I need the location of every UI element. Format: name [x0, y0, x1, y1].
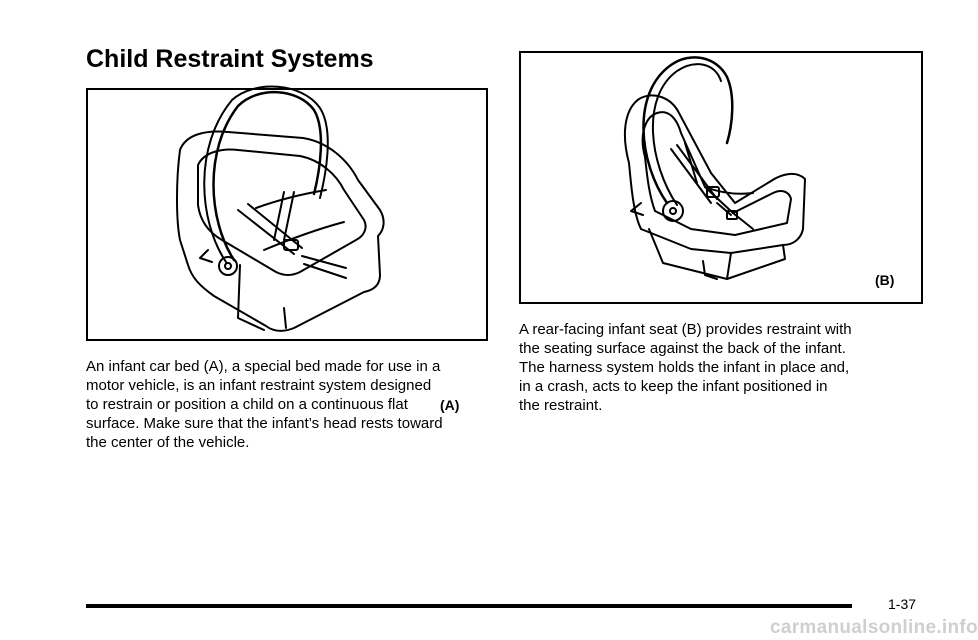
rear-facing-seat-paragraph: [519, 320, 923, 415]
page-title: Child Restraint Systems: [86, 45, 374, 73]
paragraph-line: the seating surface against the back of the infant.: [519, 340, 846, 357]
paragraph-line: The harness system holds the infant in place and,: [519, 359, 850, 376]
paragraph-line: the center of the vehicle.: [86, 434, 250, 451]
paragraph-line: the restraint.: [519, 397, 603, 414]
paragraph-line: in a crash, acts to keep the infant positioned in: [519, 378, 828, 395]
paragraph-line: surface. Make sure that the infant’s head rests toward: [86, 415, 443, 432]
page-number: 1-37: [888, 596, 917, 612]
paragraph-line: to restrain or position a child on a continuous flat: [86, 396, 408, 413]
paragraph-line: motor vehicle, is an infant restraint system designed: [86, 377, 432, 394]
infant-car-bed-paragraph: [86, 357, 488, 452]
rear-facing-seat-illustration: [521, 53, 921, 302]
rear-facing-seat-figure: [519, 51, 923, 304]
paragraph-line: A rear-facing infant seat (B) provides restraint with: [519, 321, 852, 338]
figure-caption-b: (B): [875, 272, 895, 288]
footer-rule: [86, 604, 852, 608]
paragraph-line: An infant car bed (A), a special bed made for use in a: [86, 358, 441, 375]
figure-caption-a: (A): [440, 397, 460, 413]
infant-car-bed-illustration: [88, 90, 486, 339]
watermark-text: carmanualsonline.info: [770, 617, 978, 638]
